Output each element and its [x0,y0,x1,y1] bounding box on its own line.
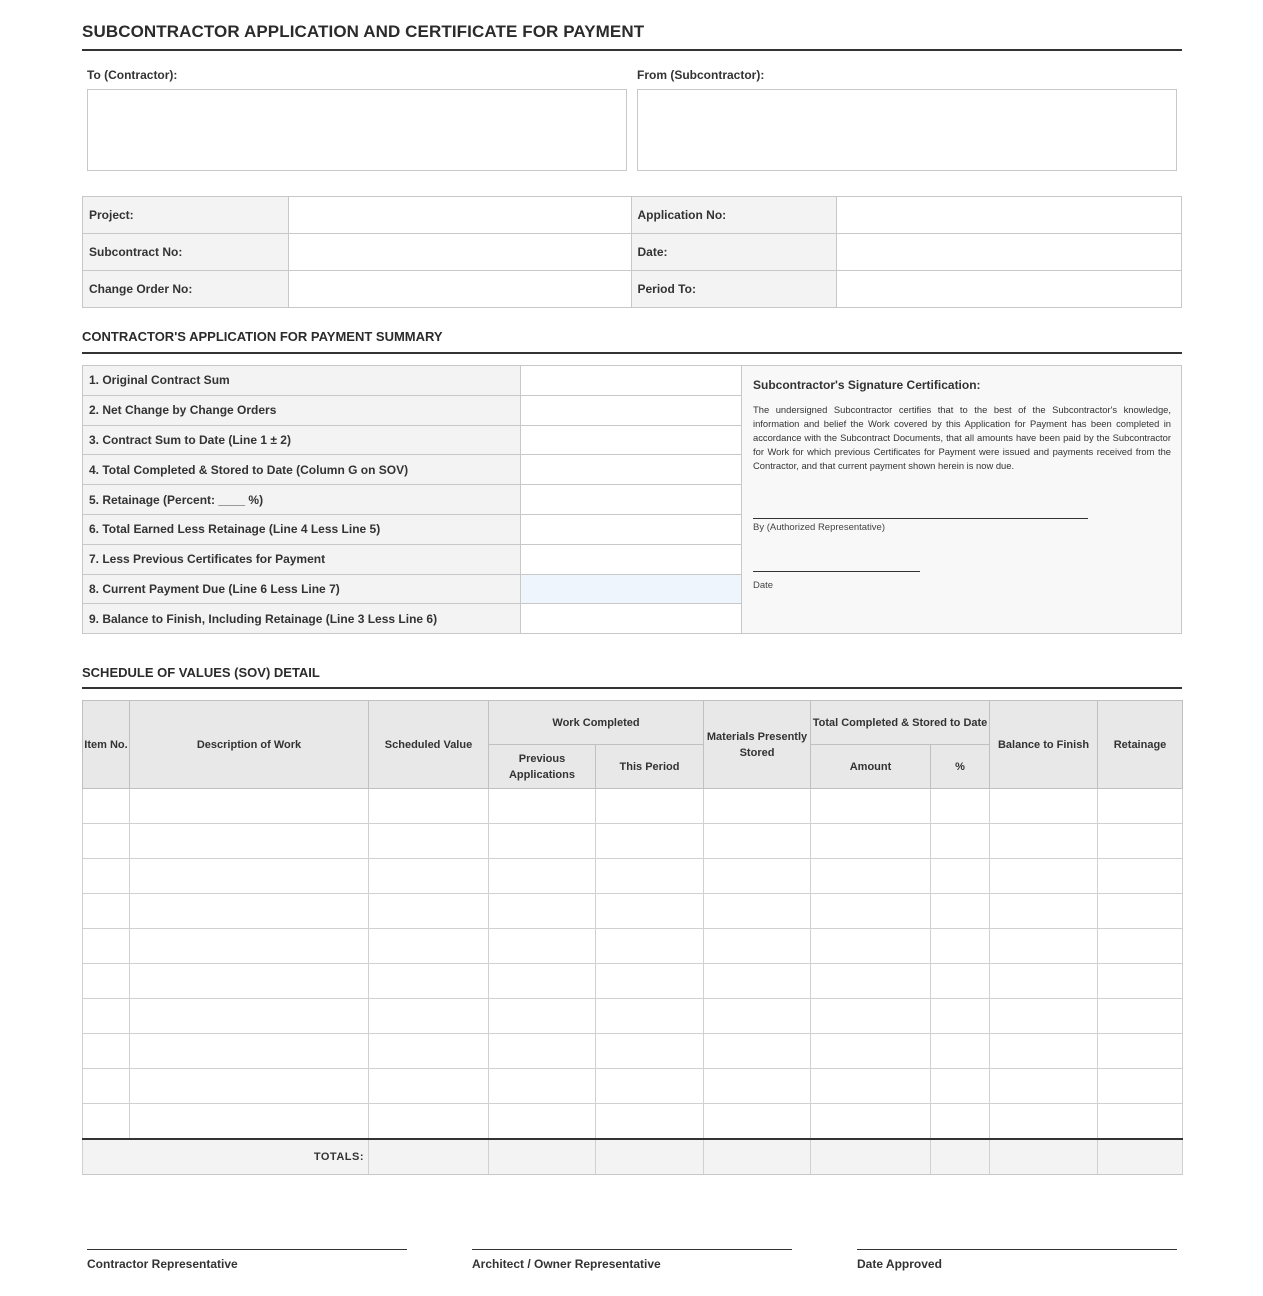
summary-line-label: 7. Less Previous Certificates for Payment [83,544,521,574]
retainage-field[interactable] [521,485,742,515]
sov-cell[interactable] [811,1034,931,1069]
sov-cell[interactable] [990,1034,1098,1069]
sov-cell[interactable] [811,929,931,964]
table-row [83,859,1183,894]
sov-cell[interactable] [369,999,489,1034]
totals-cell[interactable] [489,1139,596,1175]
sov-cell[interactable] [489,1104,596,1139]
architect-owner-representative-label: Architect / Owner Representative [472,1257,661,1271]
sov-cell[interactable] [704,894,811,929]
summary-row [83,485,742,515]
authorized-representative-caption: By (Authorized Representative) [753,522,886,533]
table-row [83,964,1183,999]
sov-cell[interactable] [811,824,931,859]
sov-cell[interactable] [83,1069,130,1104]
sov-cell[interactable] [369,789,489,824]
totals-cell[interactable] [596,1139,704,1175]
sov-cell[interactable] [811,894,931,929]
sov-cell[interactable] [704,789,811,824]
totals-cell[interactable] [1098,1139,1183,1175]
sov-cell[interactable] [130,894,369,929]
table-row [83,1104,1183,1139]
subcontract-no-label: Subcontract No: [83,234,289,271]
sov-cell[interactable] [811,1104,931,1139]
sov-cell[interactable] [990,824,1098,859]
period-to-label: Period To: [631,271,837,308]
sov-cell[interactable] [130,859,369,894]
sov-cell[interactable] [704,1034,811,1069]
item-no-header: Item No. [83,701,130,789]
table-row [83,929,1183,964]
sov-cell[interactable] [130,1034,369,1069]
sov-cell[interactable] [1098,894,1183,929]
sov-cell[interactable] [596,859,704,894]
sov-cell[interactable] [596,999,704,1034]
sov-cell[interactable] [704,824,811,859]
sov-cell[interactable] [931,1069,990,1104]
sov-cell[interactable] [489,859,596,894]
previous-certificates-field[interactable] [521,544,742,574]
contract-sum-to-date-field[interactable] [521,425,742,455]
certification-date-line[interactable] [753,571,920,572]
table-row [83,1034,1183,1069]
sov-cell[interactable] [489,1034,596,1069]
payment-summary-table [82,365,742,634]
description-header: Description of Work [130,701,369,789]
totals-cell[interactable] [990,1139,1098,1175]
certification-date-caption: Date [753,580,774,591]
summary-row [83,574,742,604]
architect-signature-line[interactable] [472,1249,792,1250]
summary-row [83,544,742,574]
sov-cell[interactable] [489,1069,596,1104]
sov-cell[interactable] [990,964,1098,999]
change-order-no-field[interactable] [288,271,631,308]
sov-cell[interactable] [369,894,489,929]
sov-cell[interactable] [811,964,931,999]
total-completed-header: Total Completed & Stored to Date [811,701,990,745]
this-period-header: This Period [596,745,704,789]
percent-header: % [931,745,990,789]
summary-row [83,395,742,425]
sov-cell[interactable] [931,1034,990,1069]
summary-line-label: 6. Total Earned Less Retainage (Line 4 Less Line 5) [83,514,521,544]
sov-cell[interactable] [931,894,990,929]
date-label: Date: [631,234,837,271]
sov-cell[interactable] [489,894,596,929]
sov-cell[interactable] [1098,1034,1183,1069]
total-completed-field[interactable] [521,455,742,485]
sov-section-title: SCHEDULE OF VALUES (SOV) DETAIL [82,665,320,680]
certification-text: The undersigned Subcontractor certifies that to the best of the Subcontractor's knowledge, information and belief the Work covered by this Application for Payment has been completed in accordance with the Subcontract Documents, that all amounts have been paid by the Subcontractor for Work for which previous Certificates for Payment were issued and payments received from the Contractor, and that current payment shown herein is now due. [753,404,1171,471]
schedule-of-values-table [82,700,1183,1175]
signature-certification-box [741,365,1182,634]
totals-cell[interactable] [931,1139,990,1175]
sov-cell[interactable] [83,789,130,824]
to-contractor-label: To (Contractor): [87,68,178,82]
totals-row [83,1139,1183,1175]
sov-cell[interactable] [596,1069,704,1104]
summary-line-label: 4. Total Completed & Stored to Date (Column G on SOV) [83,455,521,485]
sov-cell[interactable] [931,824,990,859]
sov-cell[interactable] [811,789,931,824]
summary-divider [82,352,1182,354]
original-contract-sum-field[interactable] [521,366,742,396]
summary-row [83,425,742,455]
summary-row [83,455,742,485]
sov-cell[interactable] [931,999,990,1034]
sov-cell[interactable] [990,1069,1098,1104]
sov-cell[interactable] [369,1069,489,1104]
summary-line-label: 3. Contract Sum to Date (Line 1 ± 2) [83,425,521,455]
table-row [83,824,1183,859]
sov-cell[interactable] [489,964,596,999]
sov-cell[interactable] [130,929,369,964]
date-field[interactable] [837,234,1182,271]
sov-cell[interactable] [83,929,130,964]
sov-cell[interactable] [1098,789,1183,824]
sov-cell[interactable] [489,824,596,859]
summary-row [83,514,742,544]
sov-cell[interactable] [704,999,811,1034]
summary-row [83,366,742,396]
sov-cell[interactable] [931,964,990,999]
sov-cell[interactable] [369,859,489,894]
from-subcontractor-field[interactable] [637,89,1177,171]
sov-cell[interactable] [990,929,1098,964]
date-approved-label: Date Approved [857,1257,942,1271]
sov-cell[interactable] [130,824,369,859]
sov-cell[interactable] [596,894,704,929]
sov-cell[interactable] [369,929,489,964]
summary-line-label: 1. Original Contract Sum [83,366,521,396]
sov-cell[interactable] [990,999,1098,1034]
sov-cell[interactable] [990,789,1098,824]
sov-cell[interactable] [83,859,130,894]
sov-cell[interactable] [1098,964,1183,999]
sov-cell[interactable] [130,789,369,824]
sov-cell[interactable] [130,999,369,1034]
sov-cell[interactable] [811,999,931,1034]
table-row [83,1069,1183,1104]
sov-cell[interactable] [596,929,704,964]
sov-cell[interactable] [704,1069,811,1104]
to-contractor-field[interactable] [87,89,627,171]
balance-to-finish-field[interactable] [521,604,742,634]
sov-cell[interactable] [1098,1104,1183,1139]
retainage-header: Retainage [1098,701,1183,789]
sov-cell[interactable] [130,964,369,999]
totals-cell[interactable] [369,1139,489,1175]
table-row [83,894,1183,929]
sov-cell[interactable] [1098,824,1183,859]
sov-cell[interactable] [704,964,811,999]
project-info-table [82,196,1182,308]
sov-cell[interactable] [596,964,704,999]
materials-stored-header: Materials Presently Stored [704,701,811,789]
summary-section-title: CONTRACTOR'S APPLICATION FOR PAYMENT SUMMARY [82,329,443,344]
summary-line-label: 2. Net Change by Change Orders [83,395,521,425]
scheduled-value-header: Scheduled Value [369,701,489,789]
summary-row [83,604,742,634]
form-title: SUBCONTRACTOR APPLICATION AND CERTIFICATE FOR PAYMENT [82,22,645,41]
sov-cell[interactable] [83,964,130,999]
sov-cell[interactable] [83,1034,130,1069]
current-payment-due-field[interactable] [521,574,742,604]
sov-cell[interactable] [811,1069,931,1104]
totals-cell[interactable] [811,1139,931,1175]
table-row [83,789,1183,824]
sov-cell[interactable] [704,859,811,894]
sov-cell[interactable] [596,789,704,824]
balance-to-finish-header: Balance to Finish [990,701,1098,789]
contractor-representative-label: Contractor Representative [87,1257,238,1271]
sov-cell[interactable] [931,789,990,824]
date-approved-line[interactable] [857,1249,1177,1250]
table-row [83,999,1183,1034]
sov-cell[interactable] [83,824,130,859]
project-field[interactable] [288,197,631,234]
sov-cell[interactable] [990,859,1098,894]
sov-cell[interactable] [369,964,489,999]
change-order-no-label: Change Order No: [83,271,289,308]
sov-cell[interactable] [931,929,990,964]
title-divider [82,49,1182,51]
net-change-field[interactable] [521,395,742,425]
sov-cell[interactable] [1098,859,1183,894]
sov-cell[interactable] [83,1104,130,1139]
sov-cell[interactable] [130,1104,369,1139]
sov-cell[interactable] [1098,999,1183,1034]
sov-cell[interactable] [931,859,990,894]
subcontract-no-field[interactable] [288,234,631,271]
application-no-label: Application No: [631,197,837,234]
sov-cell[interactable] [130,1069,369,1104]
sov-cell[interactable] [489,999,596,1034]
sov-cell[interactable] [489,789,596,824]
sov-cell[interactable] [990,1104,1098,1139]
sov-cell[interactable] [369,1104,489,1139]
amount-header: Amount [811,745,931,789]
previous-applications-header: Previous Applications [489,745,596,789]
sov-cell[interactable] [1098,929,1183,964]
sov-cell[interactable] [704,929,811,964]
sov-cell[interactable] [990,894,1098,929]
sov-cell[interactable] [596,1034,704,1069]
project-label: Project: [83,197,289,234]
sov-divider [82,687,1182,689]
from-subcontractor-label: From (Subcontractor): [637,68,765,82]
sov-cell[interactable] [811,859,931,894]
work-completed-header: Work Completed [489,701,704,745]
sov-cell[interactable] [931,1104,990,1139]
period-to-field[interactable] [837,271,1182,308]
sov-cell[interactable] [83,894,130,929]
sov-cell[interactable] [1098,1069,1183,1104]
total-earned-field[interactable] [521,514,742,544]
sov-cell[interactable] [704,1104,811,1139]
sov-cell[interactable] [596,1104,704,1139]
sov-cell[interactable] [83,999,130,1034]
certification-title: Subcontractor's Signature Certification: [753,378,981,392]
totals-label: TOTALS: [83,1139,369,1175]
summary-line-label: 9. Balance to Finish, Including Retainage (Line 3 Less Line 6) [83,604,521,634]
sov-cell[interactable] [596,824,704,859]
summary-line-label: 8. Current Payment Due (Line 6 Less Line 7) [83,574,521,604]
sov-cell[interactable] [489,929,596,964]
contractor-signature-line[interactable] [87,1249,407,1250]
summary-line-label: 5. Retainage (Percent: ____ %) [83,485,521,515]
authorized-signature-line[interactable] [753,518,1088,519]
application-no-field[interactable] [837,197,1182,234]
sov-cell[interactable] [369,824,489,859]
sov-cell[interactable] [369,1034,489,1069]
totals-cell[interactable] [704,1139,811,1175]
sov-rows [83,789,1183,1139]
